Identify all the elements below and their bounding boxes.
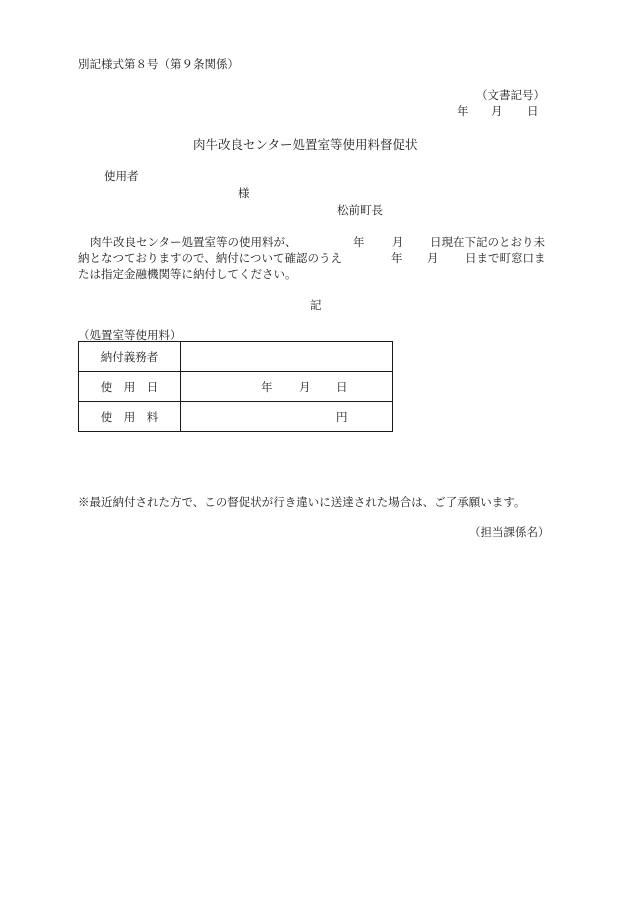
document-symbol: （文書記号） [476,88,545,102]
body-line1-a: 肉牛改良センター処置室等の使用料が、 [90,235,297,249]
body-line3: たは指定金融機関等に納付してください。 [78,267,297,281]
table-row [79,342,393,372]
issue-date-month: 月 [491,104,503,118]
row-label-usage-date: 使 用 日 [79,372,181,402]
document-title: 肉牛改良センター処置室等使用料督促状 [193,137,418,152]
table-caption: （処置室等使用料） [78,328,182,342]
recipient-label: 使用者 [104,169,139,183]
sender-name: 松前町長 [337,203,383,217]
body-line2-year: 年 [391,251,403,265]
footnote: ※最近納付された方で、この督促状が行き違いに送達された場合は、ご了承願います。 [78,495,526,509]
body-line1-year: 年 [353,235,365,249]
usage-date-year: 年 [261,380,273,394]
body-line2-a: 納となつておりますので、納付について確認のうえ [78,251,343,265]
table-row [79,372,393,402]
body-line1-month: 月 [392,235,404,249]
usage-fee-unit: 円 [336,410,348,424]
honorific: 様 [238,186,250,200]
issue-date-day: 日 [527,104,539,118]
usage-date-field[interactable] [181,372,393,402]
body-line2-b: 日まで町窓口ま [465,251,546,265]
usage-date-month: 月 [299,380,311,394]
form-number: 別記様式第８号（第９条関係） [78,57,239,71]
department-name: （担当課係名） [469,525,550,539]
body-line2-month: 月 [427,251,439,265]
row-label-payer: 納付義務者 [79,342,181,372]
payer-value-field[interactable] [181,342,393,372]
body-line1-b: 日現在下記のとおり未 [430,235,545,249]
table-row [79,402,393,432]
ki-heading: 記 [310,298,322,312]
usage-date-day: 日 [336,380,348,394]
issue-date-year: 年 [457,104,469,118]
fee-table [78,341,393,432]
row-label-usage-fee: 使 用 料 [79,402,181,432]
usage-fee-field[interactable] [181,402,393,432]
